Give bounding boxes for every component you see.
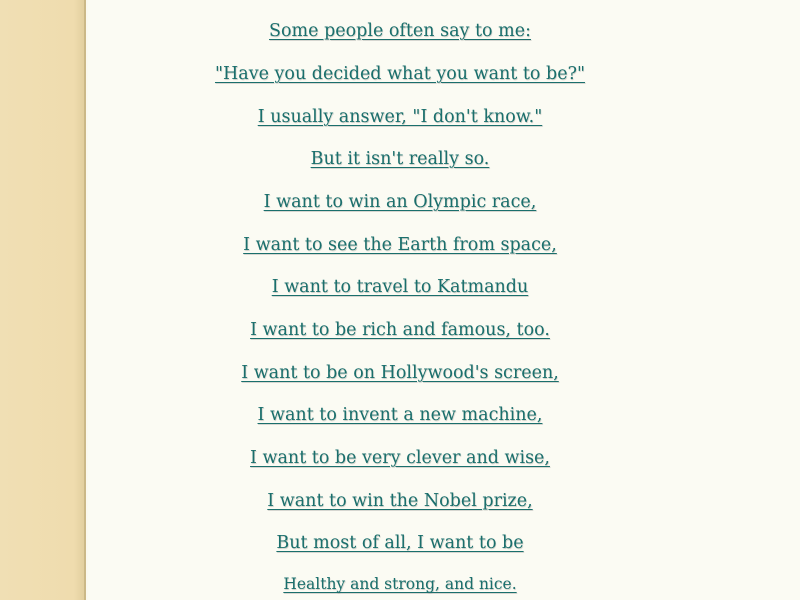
poem-line-link[interactable]: Healthy and strong, and nice. (283, 575, 517, 593)
poem-line-link[interactable]: I want to be rich and famous, too. (250, 320, 550, 340)
poem-line-1 (88, 20, 712, 42)
poem-line-link[interactable]: I want to travel to Katmandu (271, 277, 529, 297)
poem-line-link[interactable]: I want to win the Nobel prize, (267, 491, 533, 511)
poem-line-9 (88, 362, 712, 384)
poem-line-5 (88, 191, 712, 213)
poem-line-14 (88, 573, 712, 595)
left-sidebar (0, 0, 86, 600)
poem-line-link[interactable]: Some people often say to me: (269, 21, 531, 41)
poem-line-3 (88, 106, 712, 128)
poem-line-link[interactable]: I want to invent a new machine, (257, 405, 543, 425)
poem-line-10 (88, 404, 712, 426)
poem-line-6 (88, 234, 712, 256)
poem-line-2 (88, 63, 712, 85)
poem-line-13 (88, 532, 712, 554)
poem-line-link[interactable]: I want to see the Earth from space, (243, 235, 557, 255)
poem-line-12 (88, 490, 712, 512)
poem-line-link[interactable]: I want to be on Hollywood's screen, (241, 363, 559, 383)
poem-line-link[interactable]: "Have you decided what you want to be?" (214, 64, 586, 84)
poem-line-link[interactable]: But most of all, I want to be (276, 533, 524, 553)
poem-line-link[interactable]: But it isn't really so. (310, 149, 490, 169)
poem-line-7 (88, 276, 712, 298)
poem-line-link[interactable]: I want to win an Olympic race, (263, 192, 537, 212)
poem-line-link[interactable]: I usually answer, "I don't know." (257, 107, 543, 127)
poem-page (88, 0, 800, 600)
poem-line-link[interactable]: I want to be very clever and wise, (250, 448, 550, 468)
poem-line-11 (88, 447, 712, 469)
poem-line-4 (88, 148, 712, 170)
poem-line-8 (88, 319, 712, 341)
